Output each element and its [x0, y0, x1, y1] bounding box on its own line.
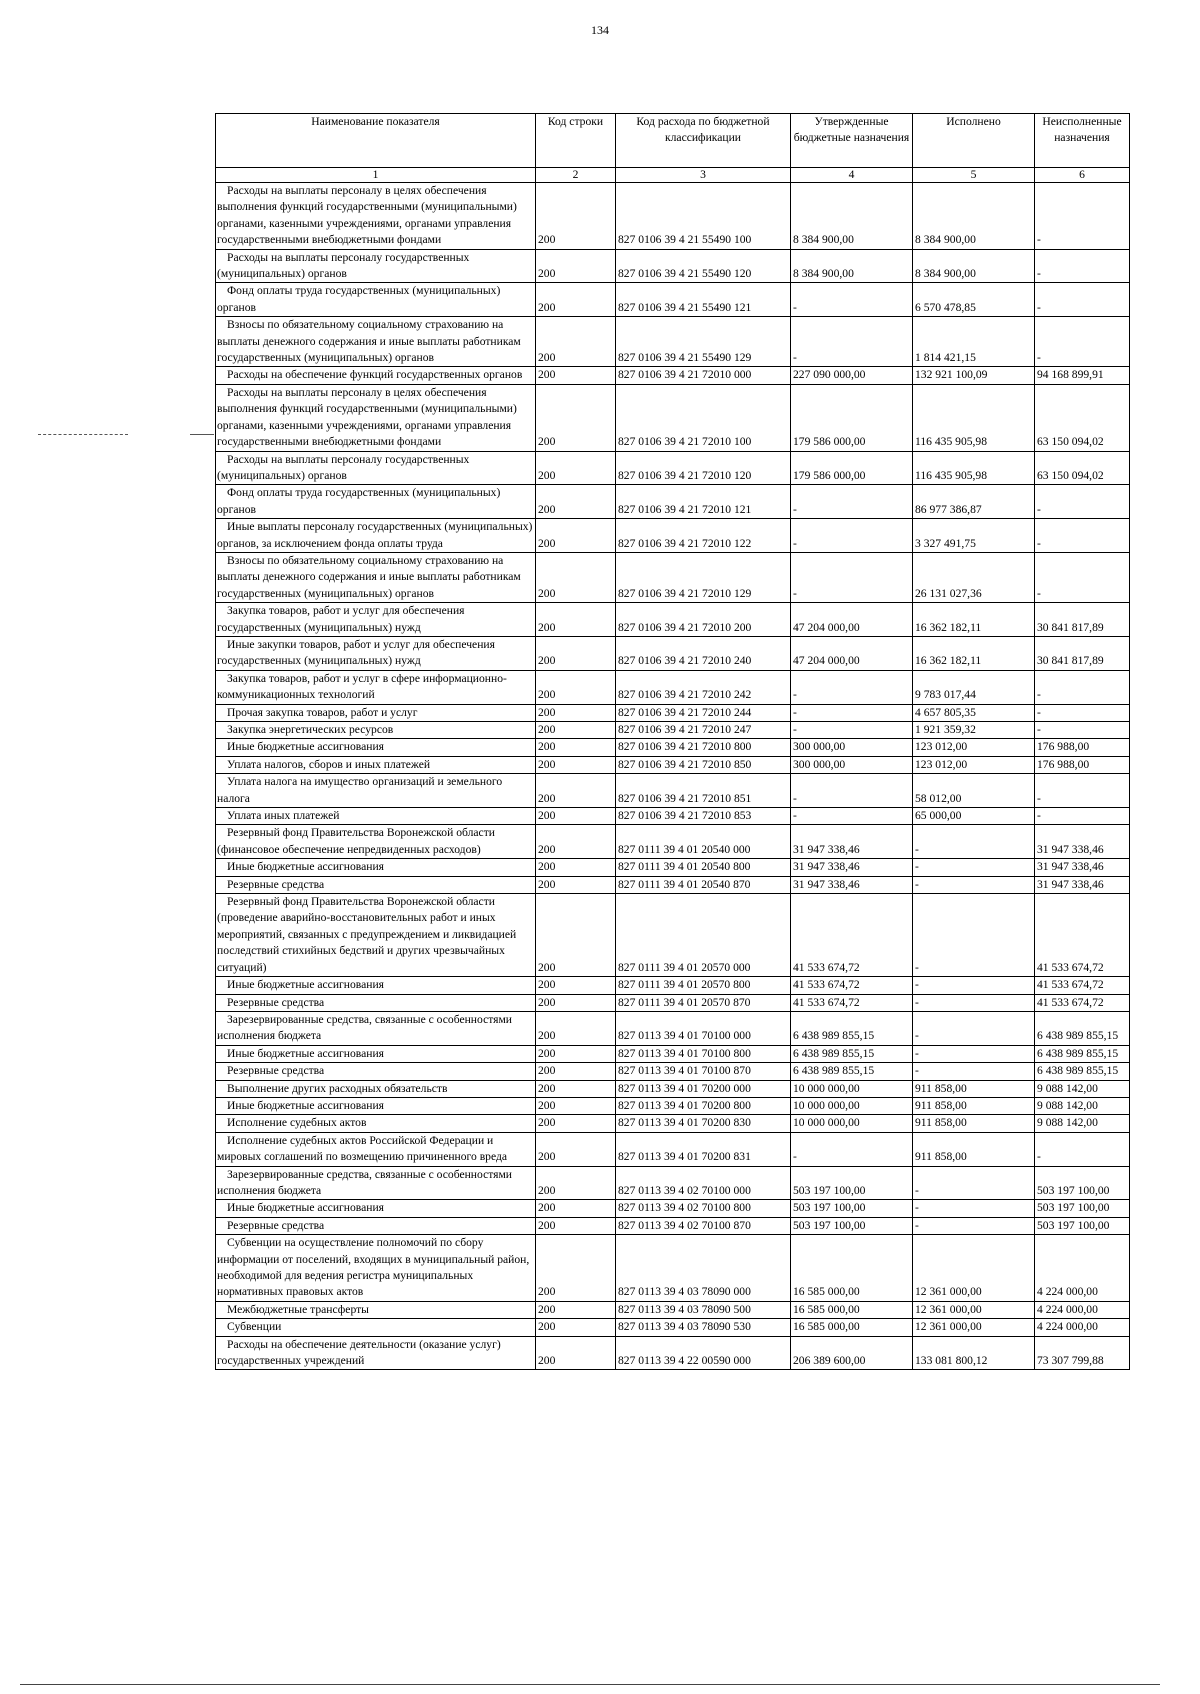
row-indicator-name: Иные бюджетные ассигнования: [216, 977, 536, 994]
row-approved: 179 586 000,00: [791, 451, 913, 485]
row-expense-code: 827 0106 39 4 21 55490 120: [616, 249, 791, 283]
table-row: [216, 1200, 1130, 1217]
row-line-code: 200: [536, 876, 616, 893]
row-line-code: 200: [536, 1166, 616, 1200]
row-indicator-name: Фонд оплаты труда государственных (муниципальных) органов: [216, 485, 536, 519]
table-row: [216, 519, 1130, 553]
row-approved: 31 947 338,46: [791, 859, 913, 876]
table-row: [216, 670, 1130, 704]
row-indicator-name: Зарезервированные средства, связанные с особенностями исполнения бюджета: [216, 1011, 536, 1045]
row-unexecuted: 6 438 989 855,15: [1035, 1011, 1130, 1045]
row-approved: -: [791, 317, 913, 367]
row-expense-code: 827 0106 39 4 21 72010 242: [616, 670, 791, 704]
row-line-code: 200: [536, 739, 616, 756]
row-expense-code: 827 0106 39 4 21 55490 100: [616, 183, 791, 250]
row-expense-code: 827 0106 39 4 21 72010 244: [616, 704, 791, 721]
row-approved: 31 947 338,46: [791, 876, 913, 893]
row-expense-code: 827 0113 39 4 01 70100 800: [616, 1045, 791, 1062]
row-approved: 41 533 674,72: [791, 977, 913, 994]
page-number: 134: [591, 23, 609, 37]
row-indicator-name: Расходы на выплаты персоналу государственных (муниципальных) органов: [216, 249, 536, 283]
row-approved: 16 585 000,00: [791, 1301, 913, 1318]
row-executed: 9 783 017,44: [913, 670, 1035, 704]
row-indicator-name: Выполнение других расходных обязательств: [216, 1080, 536, 1097]
row-expense-code: 827 0111 39 4 01 20570 800: [616, 977, 791, 994]
table-row: [216, 722, 1130, 739]
row-unexecuted: -: [1035, 670, 1130, 704]
row-approved: -: [791, 722, 913, 739]
row-unexecuted: 176 988,00: [1035, 739, 1130, 756]
row-unexecuted: -: [1035, 183, 1130, 250]
table-row: [216, 1063, 1130, 1080]
row-executed: 116 435 905,98: [913, 451, 1035, 485]
row-approved: 47 204 000,00: [791, 603, 913, 637]
row-unexecuted: 503 197 100,00: [1035, 1217, 1130, 1234]
row-line-code: 200: [536, 1011, 616, 1045]
row-expense-code: 827 0113 39 4 03 78090 000: [616, 1235, 791, 1302]
row-unexecuted: -: [1035, 519, 1130, 553]
table-body: [216, 183, 1130, 1370]
row-approved: 16 585 000,00: [791, 1319, 913, 1336]
row-expense-code: 827 0106 39 4 21 55490 129: [616, 317, 791, 367]
row-executed: 86 977 386,87: [913, 485, 1035, 519]
table-row: [216, 249, 1130, 283]
row-indicator-name: Субвенции: [216, 1319, 536, 1336]
row-expense-code: 827 0113 39 4 03 78090 500: [616, 1301, 791, 1318]
table-row: [216, 977, 1130, 994]
row-executed: 3 327 491,75: [913, 519, 1035, 553]
row-approved: 179 586 000,00: [791, 384, 913, 451]
row-line-code: 200: [536, 756, 616, 773]
row-approved: 47 204 000,00: [791, 636, 913, 670]
row-indicator-name: Уплата налога на имущество организаций и земельного налога: [216, 774, 536, 808]
row-indicator-name: Закупка товаров, работ и услуг в сфере информационно-коммуникационных технологий: [216, 670, 536, 704]
row-expense-code: 827 0106 39 4 21 72010 000: [616, 367, 791, 384]
header-approved: Утвержденные бюджетные назначения: [791, 114, 913, 168]
row-executed: 123 012,00: [913, 756, 1035, 773]
row-unexecuted: 41 533 674,72: [1035, 994, 1130, 1011]
header-line-code: Код строки: [536, 114, 616, 168]
row-line-code: 200: [536, 1319, 616, 1336]
row-expense-code: 827 0106 39 4 21 55490 121: [616, 283, 791, 317]
row-line-code: 200: [536, 636, 616, 670]
row-executed: 6 570 478,85: [913, 283, 1035, 317]
row-unexecuted: 9 088 142,00: [1035, 1115, 1130, 1132]
row-unexecuted: -: [1035, 249, 1130, 283]
row-expense-code: 827 0113 39 4 22 00590 000: [616, 1336, 791, 1370]
row-approved: 41 533 674,72: [791, 994, 913, 1011]
row-approved: 6 438 989 855,15: [791, 1011, 913, 1045]
table-row: [216, 774, 1130, 808]
row-unexecuted: 41 533 674,72: [1035, 894, 1130, 977]
row-expense-code: 827 0106 39 4 21 72010 850: [616, 756, 791, 773]
row-indicator-name: Субвенции на осуществление полномочий по сбору информации от поселений, входящих в муниципальный район, необходимой для ведения регистра муниципальных нормативных правовых актов: [216, 1235, 536, 1302]
scan-mark: [190, 434, 214, 435]
row-indicator-name: Уплата налогов, сборов и иных платежей: [216, 756, 536, 773]
header-executed: Исполнено: [913, 114, 1035, 168]
row-executed: 16 362 182,11: [913, 603, 1035, 637]
row-indicator-name: Расходы на обеспечение функций государственных органов: [216, 367, 536, 384]
footer-rule: [20, 1684, 1160, 1685]
row-approved: 31 947 338,46: [791, 825, 913, 859]
table-row: [216, 894, 1130, 977]
row-expense-code: 827 0106 39 4 21 72010 100: [616, 384, 791, 451]
row-executed: -: [913, 1166, 1035, 1200]
table-row: [216, 367, 1130, 384]
row-indicator-name: Резервные средства: [216, 1063, 536, 1080]
row-approved: -: [791, 670, 913, 704]
row-indicator-name: Расходы на выплаты персоналу государственных (муниципальных) органов: [216, 451, 536, 485]
row-unexecuted: 31 947 338,46: [1035, 859, 1130, 876]
row-executed: 8 384 900,00: [913, 183, 1035, 250]
row-executed: -: [913, 894, 1035, 977]
row-indicator-name: Фонд оплаты труда государственных (муниципальных) органов: [216, 283, 536, 317]
table-row: [216, 1301, 1130, 1318]
table-row: [216, 384, 1130, 451]
row-unexecuted: 31 947 338,46: [1035, 825, 1130, 859]
row-unexecuted: 63 150 094,02: [1035, 384, 1130, 451]
table-row: [216, 1080, 1130, 1097]
row-executed: -: [913, 1011, 1035, 1045]
row-line-code: 200: [536, 722, 616, 739]
table-row: [216, 808, 1130, 825]
row-approved: -: [791, 1132, 913, 1166]
row-line-code: 200: [536, 1097, 616, 1114]
row-line-code: 200: [536, 183, 616, 250]
row-line-code: 200: [536, 283, 616, 317]
row-indicator-name: Расходы на обеспечение деятельности (оказание услуг) государственных учреждений: [216, 1336, 536, 1370]
column-number: 1: [216, 168, 536, 183]
row-unexecuted: 6 438 989 855,15: [1035, 1045, 1130, 1062]
row-executed: 911 858,00: [913, 1132, 1035, 1166]
row-indicator-name: Исполнение судебных актов Российской Федерации и мировых соглашений по возмещению причиненного вреда: [216, 1132, 536, 1166]
row-line-code: 200: [536, 485, 616, 519]
row-executed: 1 814 421,15: [913, 317, 1035, 367]
row-expense-code: 827 0106 39 4 21 72010 240: [616, 636, 791, 670]
table-row: [216, 1115, 1130, 1132]
table-row: [216, 283, 1130, 317]
row-indicator-name: Зарезервированные средства, связанные с особенностями исполнения бюджета: [216, 1166, 536, 1200]
row-unexecuted: -: [1035, 317, 1130, 367]
row-line-code: 200: [536, 1045, 616, 1062]
row-unexecuted: -: [1035, 808, 1130, 825]
row-unexecuted: -: [1035, 722, 1130, 739]
row-approved: 503 197 100,00: [791, 1200, 913, 1217]
row-unexecuted: 9 088 142,00: [1035, 1097, 1130, 1114]
row-expense-code: 827 0113 39 4 01 70200 000: [616, 1080, 791, 1097]
row-line-code: 200: [536, 859, 616, 876]
row-approved: -: [791, 808, 913, 825]
row-indicator-name: Закупка энергетических ресурсов: [216, 722, 536, 739]
row-unexecuted: -: [1035, 552, 1130, 602]
row-line-code: 200: [536, 1235, 616, 1302]
row-executed: 911 858,00: [913, 1115, 1035, 1132]
row-unexecuted: -: [1035, 485, 1130, 519]
row-line-code: 200: [536, 704, 616, 721]
row-line-code: 200: [536, 994, 616, 1011]
row-approved: 10 000 000,00: [791, 1097, 913, 1114]
row-expense-code: 827 0106 39 4 21 72010 200: [616, 603, 791, 637]
row-unexecuted: 176 988,00: [1035, 756, 1130, 773]
row-expense-code: 827 0113 39 4 01 70100 870: [616, 1063, 791, 1080]
row-unexecuted: 4 224 000,00: [1035, 1319, 1130, 1336]
row-unexecuted: 4 224 000,00: [1035, 1301, 1130, 1318]
row-expense-code: 827 0111 39 4 01 20570 870: [616, 994, 791, 1011]
table-row: [216, 1217, 1130, 1234]
table-row: [216, 317, 1130, 367]
row-approved: 8 384 900,00: [791, 249, 913, 283]
row-expense-code: 827 0106 39 4 21 72010 129: [616, 552, 791, 602]
row-executed: -: [913, 1217, 1035, 1234]
row-indicator-name: Расходы на выплаты персоналу в целях обеспечения выполнения функций государственными (муниципальными) органами, казенными учреждениями, органами управления государственными внебюджетными фондами: [216, 384, 536, 451]
row-executed: -: [913, 994, 1035, 1011]
header-unexecuted: Неисполненные назначения: [1035, 114, 1130, 168]
row-executed: 12 361 000,00: [913, 1301, 1035, 1318]
row-unexecuted: -: [1035, 774, 1130, 808]
table-row: [216, 603, 1130, 637]
row-executed: 1 921 359,32: [913, 722, 1035, 739]
column-number: 3: [616, 168, 791, 183]
row-executed: 911 858,00: [913, 1097, 1035, 1114]
table-row: [216, 704, 1130, 721]
row-approved: 503 197 100,00: [791, 1217, 913, 1234]
row-line-code: 200: [536, 249, 616, 283]
row-indicator-name: Закупка товаров, работ и услуг для обеспечения государственных (муниципальных) нужд: [216, 603, 536, 637]
row-unexecuted: 41 533 674,72: [1035, 977, 1130, 994]
table-row: [216, 825, 1130, 859]
row-approved: 8 384 900,00: [791, 183, 913, 250]
row-unexecuted: 503 197 100,00: [1035, 1200, 1130, 1217]
row-approved: 10 000 000,00: [791, 1080, 913, 1097]
column-number: 4: [791, 168, 913, 183]
row-approved: 6 438 989 855,15: [791, 1045, 913, 1062]
row-indicator-name: Взносы по обязательному социальному страхованию на выплаты денежного содержания и иные выплаты работникам государственных (муниципальных) органов: [216, 552, 536, 602]
row-line-code: 200: [536, 1217, 616, 1234]
row-line-code: 200: [536, 317, 616, 367]
row-line-code: 200: [536, 384, 616, 451]
row-executed: 132 921 100,09: [913, 367, 1035, 384]
row-line-code: 200: [536, 670, 616, 704]
row-expense-code: 827 0111 39 4 01 20540 000: [616, 825, 791, 859]
row-executed: -: [913, 1045, 1035, 1062]
row-indicator-name: Исполнение судебных актов: [216, 1115, 536, 1132]
row-unexecuted: -: [1035, 283, 1130, 317]
row-indicator-name: Резервные средства: [216, 1217, 536, 1234]
row-approved: -: [791, 519, 913, 553]
row-approved: 503 197 100,00: [791, 1166, 913, 1200]
row-expense-code: 827 0113 39 4 01 70200 830: [616, 1115, 791, 1132]
row-approved: -: [791, 704, 913, 721]
row-approved: 300 000,00: [791, 739, 913, 756]
row-expense-code: 827 0106 39 4 21 72010 800: [616, 739, 791, 756]
table-row: [216, 1166, 1130, 1200]
row-approved: 41 533 674,72: [791, 894, 913, 977]
row-line-code: 200: [536, 519, 616, 553]
row-approved: 16 585 000,00: [791, 1235, 913, 1302]
row-executed: 8 384 900,00: [913, 249, 1035, 283]
row-executed: 123 012,00: [913, 739, 1035, 756]
row-executed: 26 131 027,36: [913, 552, 1035, 602]
row-unexecuted: -: [1035, 1132, 1130, 1166]
row-expense-code: 827 0106 39 4 21 72010 247: [616, 722, 791, 739]
row-executed: 116 435 905,98: [913, 384, 1035, 451]
header-indicator-name: Наименование показателя: [216, 114, 536, 168]
row-approved: -: [791, 283, 913, 317]
row-expense-code: 827 0113 39 4 02 70100 000: [616, 1166, 791, 1200]
table-row: [216, 1235, 1130, 1302]
row-executed: -: [913, 1200, 1035, 1217]
row-executed: -: [913, 825, 1035, 859]
row-approved: 206 389 600,00: [791, 1336, 913, 1370]
row-line-code: 200: [536, 451, 616, 485]
table-row: [216, 485, 1130, 519]
row-expense-code: 827 0113 39 4 03 78090 530: [616, 1319, 791, 1336]
row-expense-code: 827 0113 39 4 01 70200 800: [616, 1097, 791, 1114]
row-executed: 133 081 800,12: [913, 1336, 1035, 1370]
row-approved: -: [791, 485, 913, 519]
row-line-code: 200: [536, 1080, 616, 1097]
table-row: [216, 1097, 1130, 1114]
row-line-code: 200: [536, 1301, 616, 1318]
row-unexecuted: 31 947 338,46: [1035, 876, 1130, 893]
row-executed: 65 000,00: [913, 808, 1035, 825]
row-expense-code: 827 0106 39 4 21 72010 120: [616, 451, 791, 485]
row-executed: 4 657 805,35: [913, 704, 1035, 721]
row-indicator-name: Уплата иных платежей: [216, 808, 536, 825]
row-indicator-name: Межбюджетные трансферты: [216, 1301, 536, 1318]
row-unexecuted: 4 224 000,00: [1035, 1235, 1130, 1302]
row-expense-code: 827 0113 39 4 01 70100 000: [616, 1011, 791, 1045]
row-expense-code: 827 0106 39 4 21 72010 121: [616, 485, 791, 519]
scan-mark: [38, 434, 128, 435]
row-executed: 12 361 000,00: [913, 1235, 1035, 1302]
row-unexecuted: 30 841 817,89: [1035, 636, 1130, 670]
table-row: [216, 1011, 1130, 1045]
row-indicator-name: Расходы на выплаты персоналу в целях обеспечения выполнения функций государственными (муниципальными) органами, казенными учреждениями, органами управления государственными внебюджетными фондами: [216, 183, 536, 250]
table-row: [216, 876, 1130, 893]
table-row: [216, 636, 1130, 670]
row-expense-code: 827 0113 39 4 02 70100 800: [616, 1200, 791, 1217]
row-unexecuted: 94 168 899,91: [1035, 367, 1130, 384]
table-row: [216, 183, 1130, 250]
header-expense-code: Код расхода по бюджетной классификации: [616, 114, 791, 168]
row-indicator-name: Прочая закупка товаров, работ и услуг: [216, 704, 536, 721]
table-row: [216, 739, 1130, 756]
table-row: [216, 756, 1130, 773]
row-line-code: 200: [536, 603, 616, 637]
row-executed: -: [913, 1063, 1035, 1080]
row-expense-code: 827 0106 39 4 21 72010 853: [616, 808, 791, 825]
row-unexecuted: 63 150 094,02: [1035, 451, 1130, 485]
row-line-code: 200: [536, 894, 616, 977]
row-indicator-name: Иные бюджетные ассигнования: [216, 1200, 536, 1217]
row-unexecuted: -: [1035, 704, 1130, 721]
row-indicator-name: Иные закупки товаров, работ и услуг для обеспечения государственных (муниципальных) нужд: [216, 636, 536, 670]
row-line-code: 200: [536, 1063, 616, 1080]
row-indicator-name: Взносы по обязательному социальному страхованию на выплаты денежного содержания и иные выплаты работникам государственных (муниципальных) органов: [216, 317, 536, 367]
row-indicator-name: Иные бюджетные ассигнования: [216, 1097, 536, 1114]
row-unexecuted: 9 088 142,00: [1035, 1080, 1130, 1097]
row-line-code: 200: [536, 367, 616, 384]
row-expense-code: 827 0111 39 4 01 20570 000: [616, 894, 791, 977]
row-line-code: 200: [536, 825, 616, 859]
row-expense-code: 827 0113 39 4 01 70200 831: [616, 1132, 791, 1166]
budget-execution-table: [215, 113, 1130, 1370]
row-executed: -: [913, 876, 1035, 893]
row-approved: 227 090 000,00: [791, 367, 913, 384]
row-executed: -: [913, 977, 1035, 994]
table-row: [216, 1132, 1130, 1166]
row-line-code: 200: [536, 1132, 616, 1166]
row-approved: 300 000,00: [791, 756, 913, 773]
row-indicator-name: Резервные средства: [216, 994, 536, 1011]
row-approved: 10 000 000,00: [791, 1115, 913, 1132]
row-executed: 911 858,00: [913, 1080, 1035, 1097]
row-expense-code: 827 0111 39 4 01 20540 800: [616, 859, 791, 876]
row-unexecuted: 73 307 799,88: [1035, 1336, 1130, 1370]
row-expense-code: 827 0106 39 4 21 72010 851: [616, 774, 791, 808]
row-line-code: 200: [536, 808, 616, 825]
row-indicator-name: Иные бюджетные ассигнования: [216, 739, 536, 756]
table-row: [216, 1319, 1130, 1336]
row-unexecuted: 6 438 989 855,15: [1035, 1063, 1130, 1080]
row-line-code: 200: [536, 552, 616, 602]
row-executed: 16 362 182,11: [913, 636, 1035, 670]
row-unexecuted: 30 841 817,89: [1035, 603, 1130, 637]
column-number: 2: [536, 168, 616, 183]
row-unexecuted: 503 197 100,00: [1035, 1166, 1130, 1200]
column-number: 6: [1035, 168, 1130, 183]
table-row: [216, 994, 1130, 1011]
row-approved: 6 438 989 855,15: [791, 1063, 913, 1080]
row-indicator-name: Иные бюджетные ассигнования: [216, 1045, 536, 1062]
row-line-code: 200: [536, 1200, 616, 1217]
row-indicator-name: Резервные средства: [216, 876, 536, 893]
table-row: [216, 1336, 1130, 1370]
row-expense-code: 827 0111 39 4 01 20540 870: [616, 876, 791, 893]
row-line-code: 200: [536, 977, 616, 994]
column-number: 5: [913, 168, 1035, 183]
row-approved: -: [791, 774, 913, 808]
row-expense-code: 827 0106 39 4 21 72010 122: [616, 519, 791, 553]
row-expense-code: 827 0113 39 4 02 70100 870: [616, 1217, 791, 1234]
row-indicator-name: Иные выплаты персоналу государственных (муниципальных) органов, за исключением фонда оплаты труда: [216, 519, 536, 553]
row-executed: -: [913, 859, 1035, 876]
row-indicator-name: Резервный фонд Правительства Воронежской области (проведение аварийно-восстановительных работ и иных мероприятий, связанных с предупреждением и ликвидацией последствий стихийных бедствий и других чрезвычайных ситуаций): [216, 894, 536, 977]
row-executed: 58 012,00: [913, 774, 1035, 808]
row-indicator-name: Резервный фонд Правительства Воронежской области (финансовое обеспечение непредвиденных расходов): [216, 825, 536, 859]
row-approved: -: [791, 552, 913, 602]
table-row: [216, 859, 1130, 876]
row-line-code: 200: [536, 774, 616, 808]
table-row: [216, 451, 1130, 485]
table-row: [216, 1045, 1130, 1062]
row-indicator-name: Иные бюджетные ассигнования: [216, 859, 536, 876]
row-line-code: 200: [536, 1115, 616, 1132]
table-row: [216, 552, 1130, 602]
row-line-code: 200: [536, 1336, 616, 1370]
row-executed: 12 361 000,00: [913, 1319, 1035, 1336]
